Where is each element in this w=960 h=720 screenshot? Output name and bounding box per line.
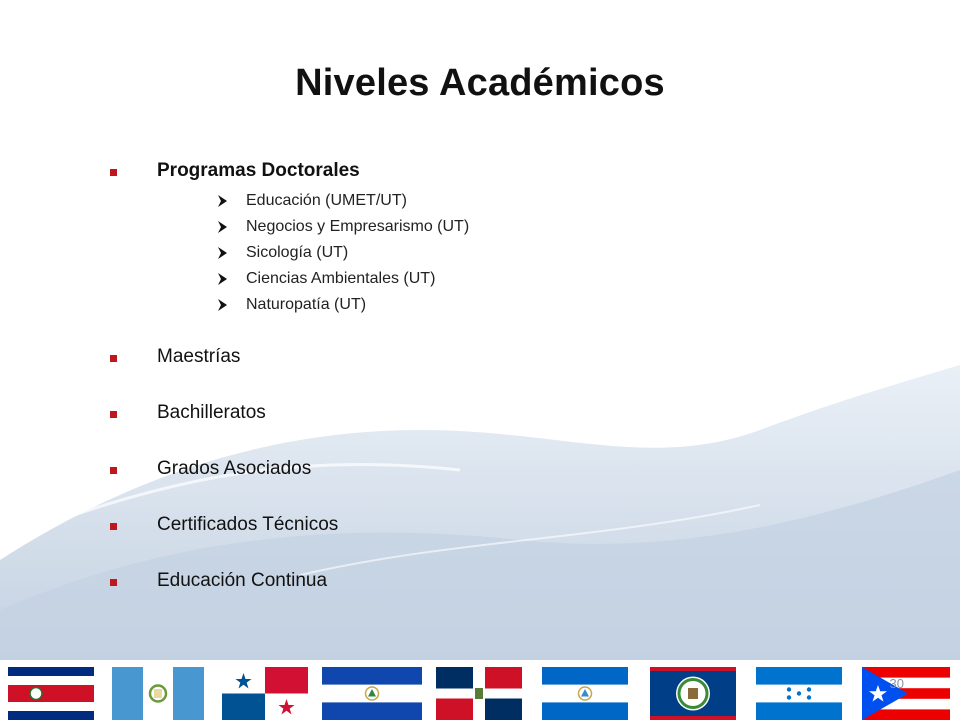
el-salvador-flag-icon [322,667,422,720]
bullet-educacion-continua [110,570,810,592]
nicaragua-flag-icon [542,667,628,720]
sub-item [157,214,810,240]
guatemala-flag-icon [112,667,204,720]
bullet-list [110,160,810,592]
flag-strip [0,662,960,720]
puerto-rico-flag-icon [862,667,950,720]
arrowhead-bullet-icon [216,292,230,318]
bullet-label: Certificados Técnicos [157,514,339,535]
sub-item [157,266,810,292]
bullet-label: Programas Doctorales [157,160,360,181]
bullet-label: Educación Continua [157,570,328,591]
sub-item [157,240,810,266]
arrowhead-bullet-icon [216,266,230,292]
sub-item-label: Ciencias Ambientales (UT) [246,270,436,287]
dominican-republic-flag-icon [436,667,522,720]
sub-item-label: Educación (UMET/UT) [246,192,407,209]
bullet-bachilleratos [110,402,810,424]
costa-rica-flag-icon [8,667,94,720]
honduras-flag-icon [756,667,842,720]
page-number: 30 [889,676,904,691]
sub-list [157,188,810,318]
sub-item-label: Naturopatía (UT) [246,296,367,313]
sub-item-label: Sicología (UT) [246,244,349,261]
sub-item-label: Negocios y Empresarismo (UT) [246,218,470,235]
square-bullet-icon [110,579,117,586]
bullet-label: Maestrías [157,346,241,367]
arrowhead-bullet-icon [216,240,230,266]
bullet-certificados-tecnicos [110,514,810,536]
arrowhead-bullet-icon [216,214,230,240]
belize-flag-icon [650,667,736,720]
sub-item [157,188,810,214]
bullet-label: Bachilleratos [157,402,266,423]
sub-item [157,292,810,318]
panama-flag-icon [222,667,308,720]
arrowhead-bullet-icon [216,188,230,214]
slide-title: Niveles Académicos [295,62,665,104]
square-bullet-icon [110,523,117,530]
bullet-label: Grados Asociados [157,458,312,479]
square-bullet-icon [110,169,117,176]
bullet-maestrias [110,346,810,368]
square-bullet-icon [110,467,117,474]
square-bullet-icon [110,355,117,362]
bullet-programas-doctorales [110,160,810,318]
bullet-grados-asociados [110,458,810,480]
square-bullet-icon [110,411,117,418]
